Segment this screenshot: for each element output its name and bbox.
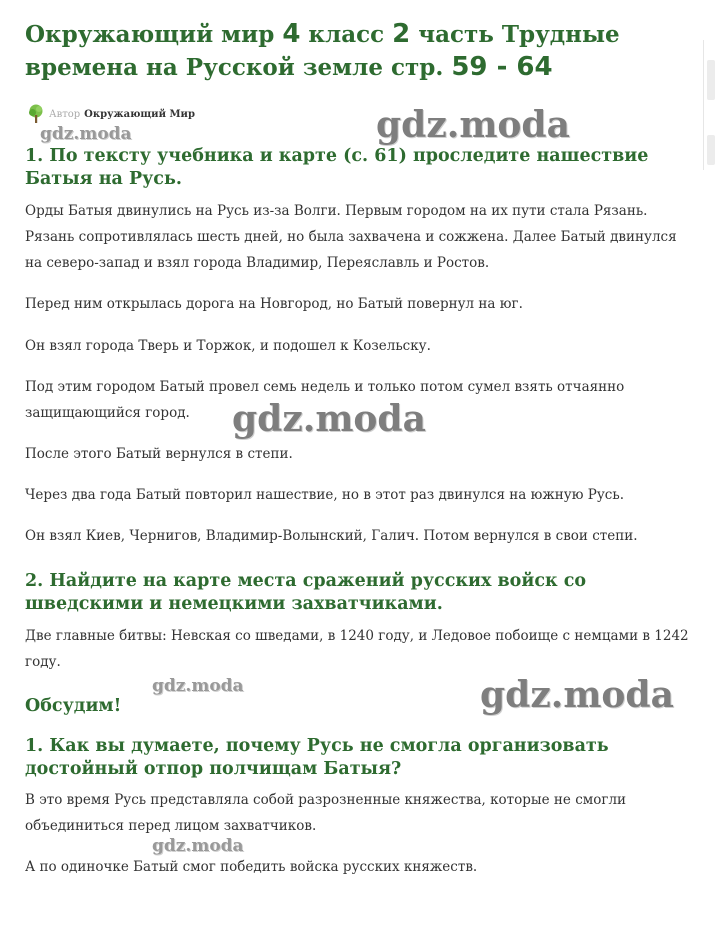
watermark: gdz.moda [152, 836, 244, 856]
author-name[interactable]: Окружающий Мир [84, 108, 195, 120]
answer-paragraph: Он взял Киев, Чернигов, Владимир-Волынский, Галич. Потом вернулся в свои степи. [25, 528, 638, 544]
author-line [27, 104, 195, 124]
page-title [25, 18, 685, 84]
answer-paragraph: В это время Русь представляла собой разрозненные княжества, которые не смогли объединиться перед лицом захватчиков. [25, 792, 627, 834]
cropped-heading-fragment [25, 900, 675, 908]
watermark: gdz.moda [376, 104, 570, 146]
answer-paragraph: Перед ним открылась дорога на Новгород, но Батый повернул на юг. [25, 296, 523, 312]
question-heading: 1. Как вы думаете, почему Русь не смогла организовать достойный отпор полчищам Батыя? [25, 736, 609, 779]
answer-paragraph: Через два года Батый повторил нашествие, но в этот раз двинулся на южную Русь. [25, 487, 624, 503]
discuss-heading: Обсудим! [25, 696, 122, 716]
scrollbar-track-segment[interactable] [707, 135, 715, 165]
answer-paragraph: После этого Батый вернулся в степи. [25, 446, 293, 462]
title-volume: 2 [392, 19, 411, 49]
title-part-2: класс [300, 21, 393, 48]
title-part-3: часть Трудные времена на Русской земле стр. [25, 21, 620, 81]
watermark: gdz.moda [232, 398, 426, 440]
answer-paragraph: Под этим городом Батый провел семь недель и только потом сумел взять отчаянно защищающийся город. [25, 379, 625, 421]
author-label: Автор [49, 108, 81, 120]
scrollbar[interactable] [703, 40, 718, 170]
watermark: gdz.moda [480, 674, 674, 716]
question-heading: 1. По тексту учебника и карте (с. 61) проследите нашествие Батыя на Русь. [25, 146, 649, 189]
tree-icon [27, 104, 45, 124]
answer-paragraph: Орды Батыя двинулись на Русь из-за Волги. Первым городом на их пути стала Рязань. Рязань сопротивлялась шесть дней, но была захвачена и сожжена. Далее Батый двинулся на северо-запад и взял города Владимир, Переяславль и Ростов. [25, 203, 677, 271]
title-part-1: Окружающий мир [25, 21, 283, 48]
question-heading: 2. Найдите на карте места сражений русских войск со шведскими и немецкими захватчиками. [25, 571, 587, 614]
answer-paragraph: Он взял города Тверь и Торжок, и подошел к Козельску. [25, 338, 431, 354]
answer-paragraph: А по одиночке Батый смог победить войска русских княжеств. [25, 859, 478, 875]
watermark: gdz.moda [152, 676, 244, 696]
title-pages: 59 - 64 [451, 52, 553, 82]
watermark: gdz.moda [40, 124, 132, 144]
scrollbar-thumb[interactable] [707, 60, 715, 100]
answer-paragraph: Две главные битвы: Невская со шведами, в 1240 году, и Ледовое побоище с немцами в 1242 году. [25, 628, 689, 670]
title-grade: 4 [282, 19, 301, 49]
